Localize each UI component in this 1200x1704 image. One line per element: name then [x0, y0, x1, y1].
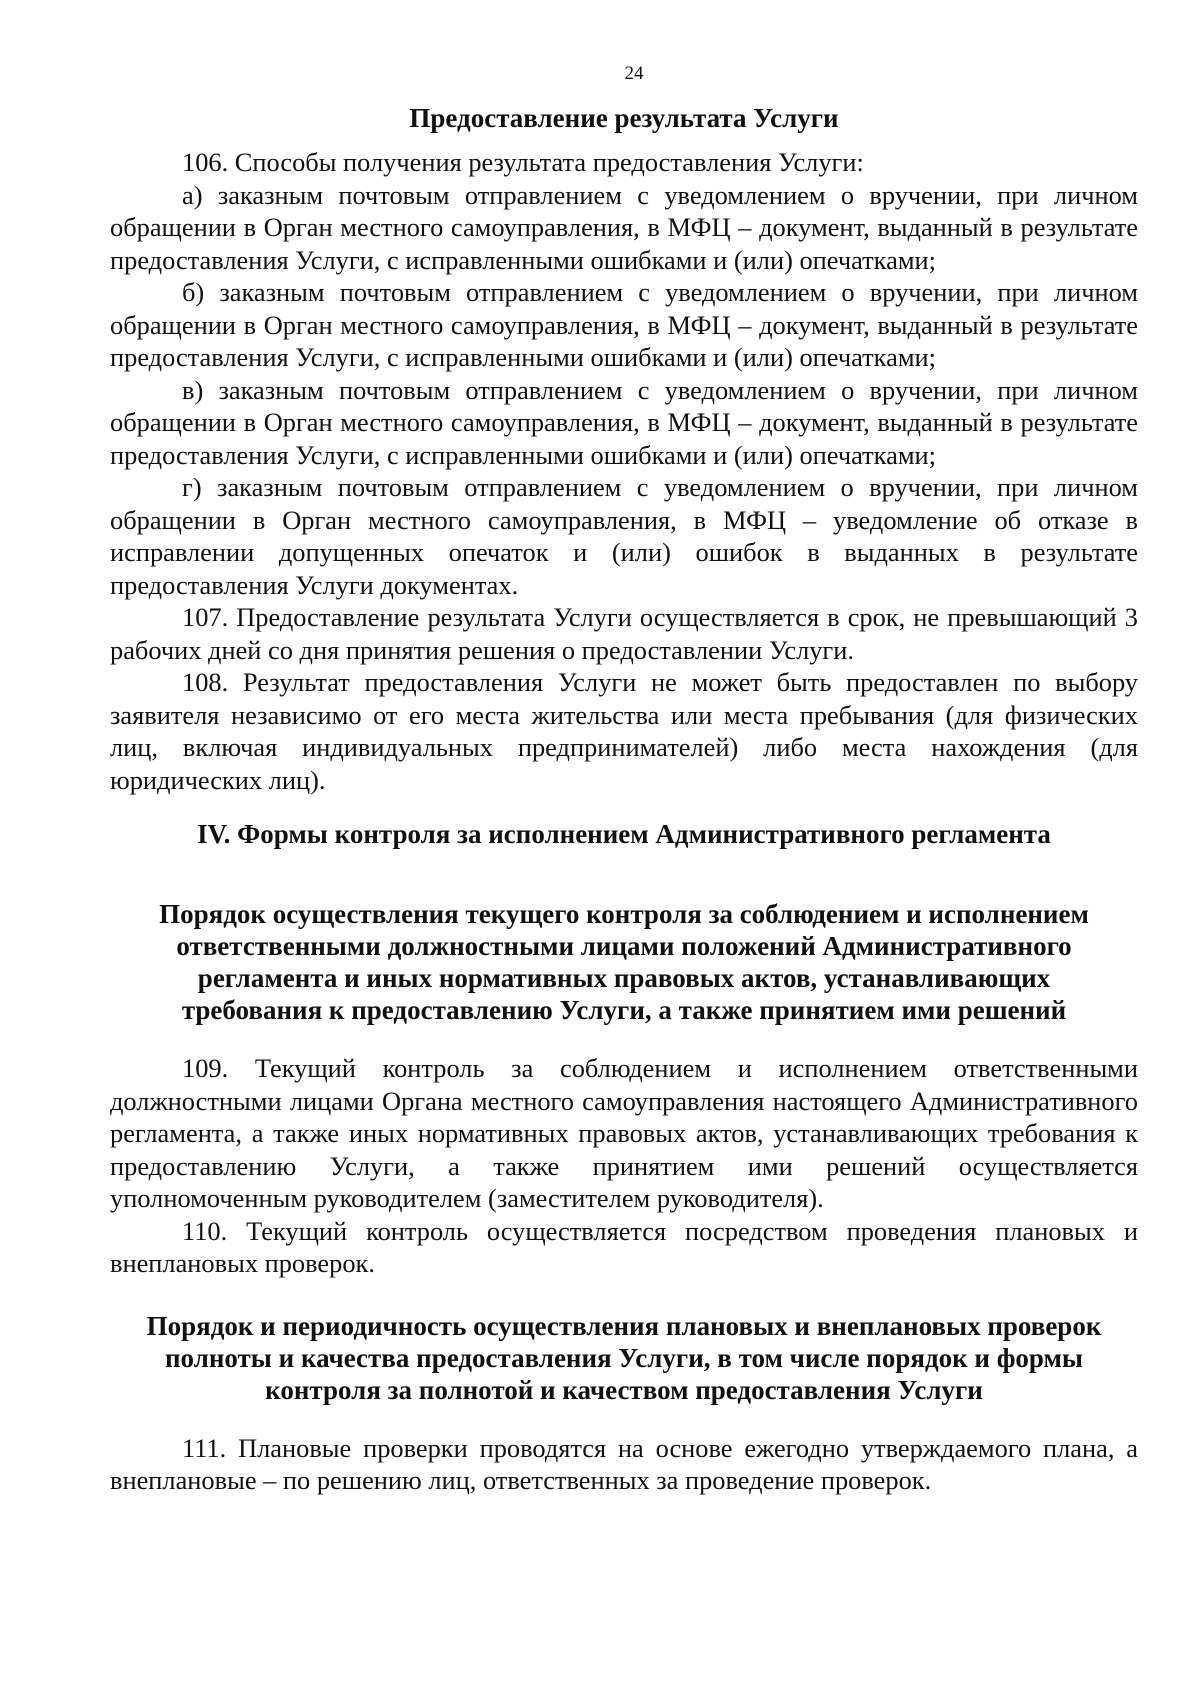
paragraph-106-b: б) заказным почтовым отправлением с уведомлением о вручении, при личном обращении в Орган местного самоуправления, в МФЦ – документ, выданный в результате предоставления Услуги, с исправленными ошибками и (или) опечатками; — [110, 277, 1138, 372]
paragraph-106-v: в) заказным почтовым отправлением с уведомлением о вручении, при личном обращении в Орган местного самоуправления, в МФЦ – документ, выданный в результате предоставления Услуги, с исправленными ошибками и (или) опечатками; — [110, 374, 1138, 470]
paragraph-106-intro: 106. Способы получения результата предоставления Услуги: — [182, 147, 864, 177]
paragraph-106-a: а) заказным почтовым отправлением с уведомлением о вручении, при личном обращении в Орган местного самоуправления, в МФЦ – документ, выданный в результате предоставления Услуги, с исправленными ошибками и (или) опечатками; — [110, 179, 1138, 275]
paragraph-110: 110. Текущий контроль осуществляется посредством проведения плановых и внеплановых проверок. — [110, 1215, 1138, 1278]
paragraph-108: 108. Результат предоставления Услуги не может быть предоставлен по выбору заявителя независимо от его места жительства или места пребывания (для физических лиц, включая индивидуальных предпринимателей) либо места нахождения (для юридических лиц). — [110, 667, 1138, 795]
current-control-heading: Порядок осуществления текущего контроля за соблюдением и исполнением ответственными должностными лицами положений Административного регламента и иных нормативных правовых актов, устанавливающих требования к предоставлению Услуги, а также принятием ими решений — [159, 899, 1089, 1025]
paragraph-109: 109. Текущий контроль за соблюдением и исполнением ответственными должностными лицами Органа местного самоуправления настоящего Административного регламента, а также иных нормативных правовых актов, устанавливающих требования к предоставлению Услуги, а также принятием ими решений осуществляется уполномоченным руководителем (заместителем руководителя). — [110, 1053, 1138, 1213]
results-heading: Предоставление результата Услуги — [409, 103, 839, 133]
planned-checks-heading: Порядок и периодичность осуществления плановых и внеплановых проверок полноты и качества предоставления Услуги, в том числе порядок и формы контроля за полнотой и качеством предоставления Услуги — [146, 1310, 1102, 1405]
paragraph-106-g: г) заказным почтовым отправлением с уведомлением о вручении, при личном обращении в Орган местного самоуправления, в МФЦ – уведомление об отказе в исправлении допущенных опечаток и (или) ошибок в выданных в результате предоставления Услуги документах. — [110, 472, 1138, 600]
page-number: 24 — [624, 63, 644, 84]
paragraph-107: 107. Предоставление результата Услуги осуществляется в срок, не превышающий 3 рабочих дней со дня принятия решения о предоставлении Услуги. — [110, 602, 1138, 665]
paragraph-111: 111. Плановые проверки проводятся на основе ежегодно утверждаемого плана, а внеплановые – по решению лиц, ответственных за проведение проверок. — [110, 1432, 1138, 1495]
section-iv-heading: IV. Формы контроля за исполнением Административного регламента — [197, 819, 1051, 849]
